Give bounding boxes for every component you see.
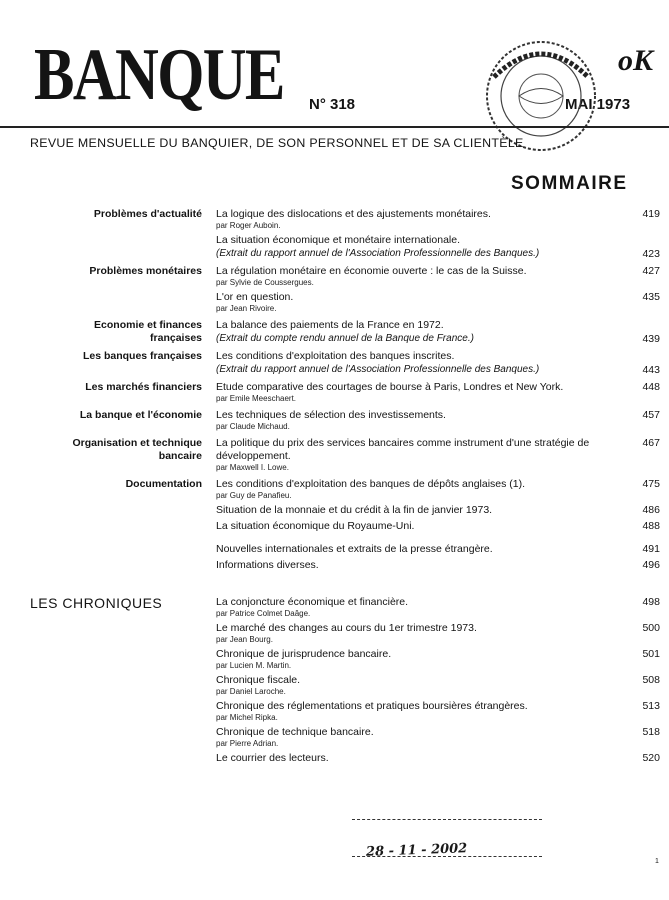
entry-list — [216, 265, 660, 314]
entry-page-number: 439 — [642, 333, 660, 345]
section-label: Documentation — [125, 478, 202, 490]
entry-page-number: 448 — [642, 381, 660, 393]
entry-title: Chronique de technique bancaire. — [216, 726, 374, 738]
toc-group — [0, 319, 669, 345]
entry-author: par Claude Michaud. — [216, 422, 290, 431]
entry-title: Chronique des réglementations et pratiques boursières étrangères. — [216, 700, 528, 712]
entry-page-number: 467 — [642, 437, 660, 449]
entry-list — [216, 208, 660, 260]
entry-list — [216, 543, 660, 572]
entry-title: Chronique fiscale. — [216, 674, 301, 686]
entry-page-number: 443 — [642, 364, 660, 376]
entry-author: par Pierre Adrian. — [216, 739, 279, 748]
toc-entry — [216, 596, 660, 619]
entry-list — [216, 319, 660, 345]
entry-author: par Maxwell I. Lowe. — [216, 463, 289, 472]
section-label: Les banques françaises — [82, 350, 202, 362]
entry-list — [216, 437, 660, 473]
entry-title: Les techniques de sélection des investissements. — [216, 409, 446, 421]
entry-note: (Extrait du compte rendu annuel de la Banque de France.) — [216, 333, 474, 344]
handwriting-dotted-line — [352, 819, 542, 820]
toc-group — [0, 381, 669, 404]
entry-list — [216, 409, 660, 432]
toc-entry — [216, 381, 660, 404]
toc-entry — [216, 319, 660, 345]
toc-entry — [216, 700, 660, 723]
entry-title: Nouvelles internationales et extraits de la presse étrangère. — [216, 543, 493, 555]
toc-entry — [216, 622, 660, 645]
section-label: Problèmes monétaires — [89, 265, 202, 277]
entry-author: par Sylvie de Coussergues. — [216, 278, 314, 287]
chroniques-group — [0, 596, 669, 765]
toc-entry — [216, 504, 660, 517]
issue-date: MAI 1973 — [565, 96, 631, 113]
toc-entry — [216, 559, 660, 572]
toc-group — [0, 265, 669, 314]
section-label: Organisation et technique bancaire — [72, 437, 202, 462]
entry-page-number: 457 — [642, 409, 660, 421]
issue-number: N° 318 — [309, 96, 356, 113]
section-label: Problèmes d'actualité — [93, 208, 202, 220]
entry-title: Chronique de jurisprudence bancaire. — [216, 648, 392, 660]
handwritten-ok-mark: oK — [618, 44, 654, 77]
entry-title: Le marché des changes au cours du 1er trimestre 1973. — [216, 622, 477, 634]
entry-title: La situation économique du Royaume-Uni. — [216, 520, 415, 532]
handwritten-date: 28 - 11 - 2002 — [365, 841, 468, 860]
entry-title: La situation économique et monétaire internationale. — [216, 234, 460, 246]
entry-title: La régulation monétaire en économie ouverte : le cas de la Suisse. — [216, 265, 527, 277]
entry-page-number: 508 — [642, 674, 660, 686]
entry-page-number: 496 — [642, 559, 660, 571]
entry-page-number: 475 — [642, 478, 660, 490]
entry-page-number: 427 — [642, 265, 660, 277]
entry-author: par Daniel Laroche. — [216, 687, 286, 696]
entry-page-number: 501 — [642, 648, 660, 660]
entry-title: L'or en question. — [216, 291, 294, 303]
toc-entry — [216, 478, 660, 501]
entry-title: Situation de la monnaie et du crédit à la fin de janvier 1973. — [216, 504, 493, 516]
toc-entry — [216, 350, 660, 376]
entry-author: par Lucien M. Martin. — [216, 661, 292, 670]
entry-page-number: 486 — [642, 504, 660, 516]
toc-entry — [216, 726, 660, 749]
entry-title: Etude comparative des courtages de bourse à Paris, Londres et New York. — [216, 381, 564, 393]
section-label: Economie et finances françaises — [94, 319, 202, 344]
entry-title: Le courrier des lecteurs. — [216, 752, 329, 764]
entry-author: par Guy de Panafieu. — [216, 491, 292, 500]
toc-group — [0, 350, 669, 376]
sommaire-heading: SOMMAIRE — [511, 173, 628, 194]
masthead-title: BANQUE — [34, 34, 284, 116]
entry-title: La balance des paiements de la France en 1972. — [216, 319, 444, 331]
entry-author: par Jean Rivoire. — [216, 304, 277, 313]
entry-note: (Extrait du rapport annuel de l'Association Professionnelle des Banques.) — [216, 248, 540, 259]
page-marker: 1 — [655, 858, 659, 865]
toc-entry — [216, 674, 660, 697]
entry-title: Les conditions d'exploitation des banques inscrites. — [216, 350, 455, 362]
toc-entry — [216, 543, 660, 556]
header-rule — [0, 126, 669, 128]
entry-page-number: 520 — [642, 752, 660, 764]
entry-author: par Michel Ripka. — [216, 713, 278, 722]
toc-group — [0, 543, 669, 572]
entry-note: (Extrait du rapport annuel de l'Association Professionnelle des Banques.) — [216, 364, 540, 375]
entry-page-number: 518 — [642, 726, 660, 738]
entry-author: par Emile Meeschaert. — [216, 394, 297, 403]
entry-title: La logique des dislocations et des ajustements monétaires. — [216, 208, 491, 220]
chroniques-list — [216, 596, 660, 765]
toc-entry — [216, 520, 660, 533]
table-of-contents — [0, 208, 669, 770]
section-label: La banque et l'économie — [79, 409, 202, 421]
toc-entry — [216, 752, 660, 765]
toc-entry — [216, 291, 660, 314]
entry-page-number: 423 — [642, 248, 660, 260]
toc-group — [0, 208, 669, 260]
chroniques-heading: LES CHRONIQUES — [30, 595, 163, 611]
entry-page-number: 488 — [642, 520, 660, 532]
toc-group — [0, 478, 669, 533]
entry-list — [216, 478, 660, 533]
toc-group — [0, 409, 669, 432]
toc-entry — [216, 234, 660, 260]
section-label: Les marchés financiers — [85, 381, 202, 393]
entry-page-number: 419 — [642, 208, 660, 220]
masthead-subtitle: REVUE MENSUELLE DU BANQUIER, DE SON PERSONNEL ET DE SA CLIENTÈLE — [30, 136, 524, 150]
entry-title: Informations diverses. — [216, 559, 319, 571]
entry-list — [216, 350, 660, 376]
toc-entry — [216, 208, 660, 231]
entry-author: par Patrice Colmet Daâge. — [216, 609, 311, 618]
toc-entry — [216, 265, 660, 288]
entry-page-number: 500 — [642, 622, 660, 634]
entry-author: par Jean Bourg. — [216, 635, 273, 644]
entry-title: La conjoncture économique et financière. — [216, 596, 409, 608]
entry-page-number: 498 — [642, 596, 660, 608]
toc-entry — [216, 437, 660, 473]
entry-title: La politique du prix des services bancaires comme instrument d'une stratégie de développement. — [216, 437, 590, 462]
toc-entry — [216, 648, 660, 671]
toc-group — [0, 437, 669, 473]
entry-page-number: 513 — [642, 700, 660, 712]
entry-list — [216, 381, 660, 404]
entry-title: Les conditions d'exploitation des banques de dépôts anglaises (1). — [216, 478, 526, 490]
entry-page-number: 491 — [642, 543, 660, 555]
toc-entry — [216, 409, 660, 432]
entry-page-number: 435 — [642, 291, 660, 303]
entry-author: par Roger Auboin. — [216, 221, 281, 230]
